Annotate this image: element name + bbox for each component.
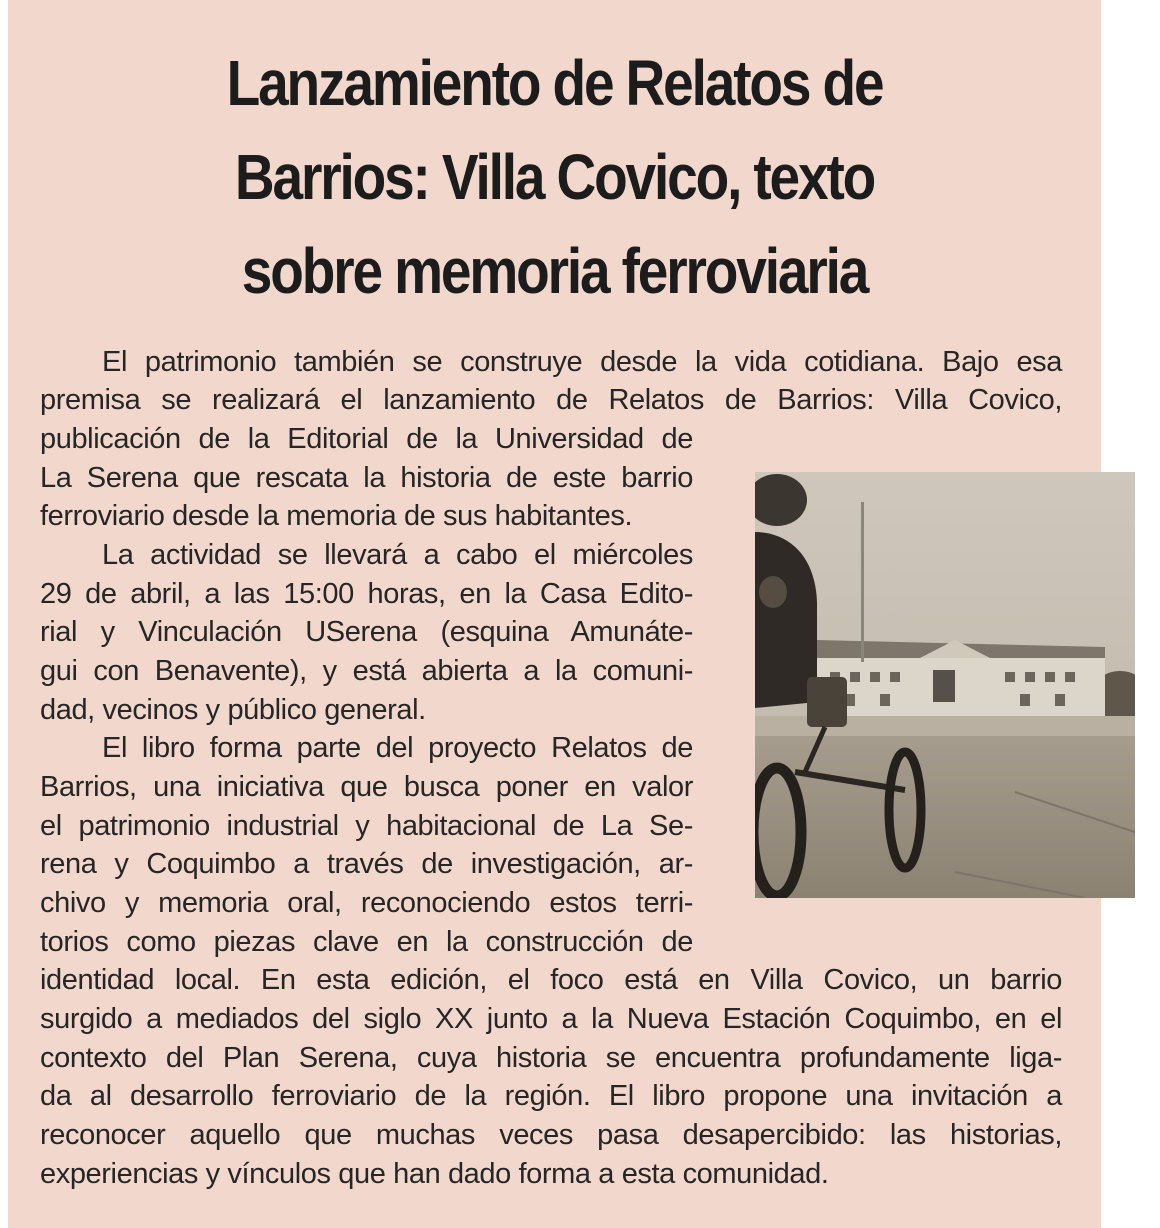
body-line: El patrimonio también se construye desde la vida cotidiana. Bajo esa [102,346,1062,378]
body-line: experiencias y vínculos que han dado forma a esta comunidad. [40,1158,829,1190]
body-line: chivo y memoria oral, reconociendo estos terri- [40,887,693,919]
body-line: El libro forma parte del proyecto Relatos de [102,732,693,764]
archival-photo [755,472,1135,898]
body-line: contexto del Plan Serena, cuya historia se encuentra profundamente liga- [40,1042,1062,1074]
body-line: da al desarrollo ferroviario de la región. El libro propone una invitación a [40,1080,1062,1112]
body-line: el patrimonio industrial y habitacional de La Se- [40,810,693,842]
body-line: gui con Benavente), y está abierta a la comuni- [40,655,693,687]
body-line: dad, vecinos y público general. [40,694,426,726]
body-line: ferroviario desde la memoria de sus habitantes. [40,500,633,532]
body-line: La actividad se llevará a cabo el miércoles [102,539,693,571]
body-line: Barrios, una iniciativa que busca poner en valor [40,771,693,803]
body-line: reconocer aquello que muchas veces pasa desapercibido: las historias, [40,1119,1062,1151]
body-line: La Serena que rescata la historia de este barrio [40,462,693,494]
headline-line: sobre memoria ferroviaria [241,235,868,307]
body-line: rial y Vinculación USerena (esquina Amunáte- [40,616,693,648]
body-line: premisa se realizará el lanzamiento de Relatos de Barrios: Villa Covico, [40,384,1062,416]
body-line: 29 de abril, a las 15:00 horas, en la Casa Edito- [40,578,693,610]
photo-illustration [755,472,1135,898]
body-line: torios como piezas clave en la construcción de [40,926,693,958]
body-line: publicación de la Editorial de la Universidad de [40,423,693,455]
article-headline [85,36,1025,318]
body-line: rena y Coquimbo a través de investigación, ar- [40,848,693,880]
body-line: identidad local. En esta edición, el foco está en Villa Covico, un barrio [40,964,1062,996]
headline-line: Lanzamiento de Relatos de [226,47,883,119]
body-line: surgido a mediados del siglo XX junto a la Nueva Estación Coquimbo, en el [40,1003,1062,1035]
headline-line: Barrios: Villa Covico, texto [234,141,875,213]
